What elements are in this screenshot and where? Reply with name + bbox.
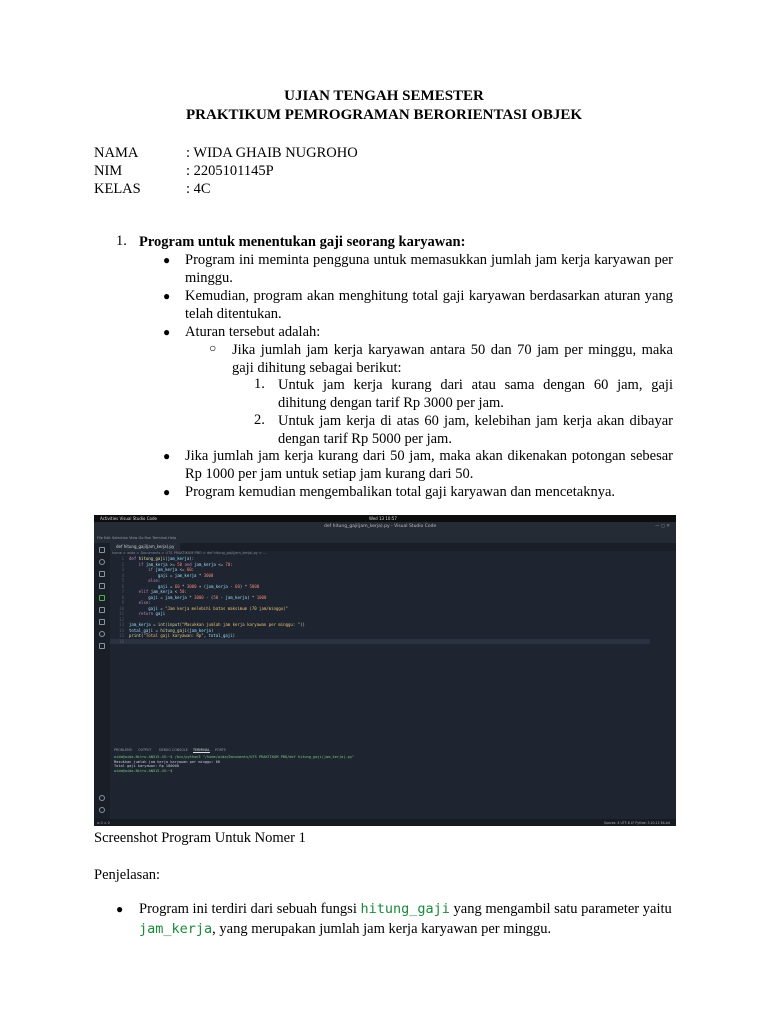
editor-tab[interactable]: def hitung_gaji(jam_kerja).py xyxy=(110,543,180,551)
status-bar xyxy=(94,819,676,826)
explanation-text xyxy=(139,920,679,938)
panel-tab-debug-console[interactable]: DEBUG CONSOLE xyxy=(159,748,188,752)
run-debug-icon xyxy=(99,583,105,589)
terminal-line: Masukkan jumlah jam kerja karyawan per minggu: 60 xyxy=(114,759,221,764)
terminal[interactable] xyxy=(110,755,676,817)
info-value: : WIDA GHAIB NUGROHO xyxy=(186,145,358,161)
title-line-1: UJIAN TENGAH SEMESTER xyxy=(284,88,484,104)
explanation-part: yang mengambil satu parameter yaitu xyxy=(449,901,672,917)
status-problems-icon: ⊗ 0 ⚠ 0 xyxy=(97,820,110,825)
explanation-text xyxy=(139,900,679,918)
info-value: : 2205101145P xyxy=(186,163,274,179)
bullet-text: Kemudian, program akan menghitung total gaji karyawan berdasarkan aturan yang telah ditentukan. xyxy=(185,288,673,322)
section-number: 1. xyxy=(116,233,127,249)
rule-text: Untuk jam kerja kurang dari atau sama dengan 60 jam, gaji dihitung dengan tarif Rp 3000 per jam. xyxy=(278,377,673,411)
penjelasan-heading: Penjelasan: xyxy=(94,867,161,883)
bullet-icon: ● xyxy=(163,325,171,339)
figure-caption: Screenshot Program Untuk Nomer 1 xyxy=(94,830,306,846)
window-title: def hitung_gaji(jam_kerja).py - Visual Studio Code xyxy=(324,524,437,529)
remote-icon xyxy=(99,631,105,637)
docker-icon xyxy=(99,619,105,625)
menu-bar: File Edit Selection View Go Run Terminal Help xyxy=(97,536,177,540)
section-heading: Program untuk menentukan gaji seorang karyawan: xyxy=(139,234,466,250)
bullet-icon: ● xyxy=(163,289,171,303)
sub-bullet-text: Jika jumlah jam kerja karyawan antara 50 dan 70 jam per minggu, maka gaji dihitung sebagai berikut: xyxy=(232,342,673,376)
bullet-text: Program kemudian mengembalikan total gaji karyawan dan mencetaknya. xyxy=(185,484,616,500)
title-line-2: PRAKTIKUM PEMROGRAMAN BERORIENTASI OBJEK xyxy=(186,107,582,123)
activities-label: Activities Visual Studio Code xyxy=(100,516,157,521)
breadcrumb: home > wida > Documents > UTS PRAKTIKUM PBO > def hitung_gaji(jam_kerja).py > ... xyxy=(112,551,267,555)
panel-tabs xyxy=(110,746,676,754)
testing-icon xyxy=(99,607,105,613)
window-title-bar xyxy=(94,522,676,543)
rule-text: Untuk jam kerja di atas 60 jam, kelebihan jam kerja akan dibayar dengan tarif Rp 5000 per jam. xyxy=(278,413,673,447)
bullet-icon: ● xyxy=(163,449,171,463)
os-top-bar xyxy=(94,515,676,522)
rule-number: 2. xyxy=(254,412,265,428)
function-name: hitung_gaji xyxy=(360,901,450,917)
panel-tab-ports[interactable]: PORTS xyxy=(215,748,226,752)
activity-bar xyxy=(94,543,110,826)
bullet-icon: ● xyxy=(163,485,171,499)
window-controls-icon: — ◻ ✕ xyxy=(655,524,670,529)
bullet-text: Jika jumlah jam kerja kurang dari 50 jam, maka akan dikenakan potongan sebesar Rp 1000 per jam untuk setiap jam kurang dari 50. xyxy=(185,448,673,482)
terminal-line: Total gaji karyawan: Rp 180000 xyxy=(114,764,179,769)
explanation-part: Program ini terdiri dari sebuah fungsi xyxy=(139,901,361,917)
explanation-part: , yang merupakan jumlah jam kerja karyawan per minggu. xyxy=(212,921,552,937)
rule-number: 1. xyxy=(254,376,265,392)
info-label: NAMA xyxy=(94,145,139,161)
editor-tabs xyxy=(110,543,676,551)
bullet-text: Aturan tersebut adalah: xyxy=(185,324,321,340)
code-editor: 1 def hitung_gaji(jam_kerja): 2 if jam_kerja >= 50 and jam_kerja <= 70: 3 if jam_kerja <= 60: 4 gaji = jam_kerja * 3000 5 else: 6 gaji = 60 * 3000 + (jam_kerja - 60) * 5000 7 elif jam_kerja < 50: 8 gaji = jam_kerja * 3000 - (50 - jam_kerja) * 1000 9 else: 10 gaji = "Jam kerja melebihi batas maksimum (70 jam/minggu)" 11 return gaji 12 13 jam_kerja = int(input("Masukkan jumlah jam kerja karyawan per minggu: ")) 14 total_gaji = hitung_gaji(jam_kerja) 15 print("Total gaji karyawan: Rp", total_gaji) 16 xyxy=(110,556,676,753)
vscode-screenshot xyxy=(94,515,676,826)
search-icon xyxy=(99,559,105,565)
bullet-text: Program ini meminta pengguna untuk memasukkan jumlah jam kerja karyawan per minggu. xyxy=(185,252,673,286)
parameter-name: jam_kerja xyxy=(139,921,213,937)
terminal-line: wida@wida-Nitro-AN515-45:~$ xyxy=(114,768,175,773)
info-label: NIM xyxy=(94,163,123,179)
gear-icon xyxy=(99,807,105,813)
status-right: Spaces: 4 UTF-8 LF Python 3.10.12 64-bit xyxy=(603,820,670,825)
panel-tab-problems[interactable]: PROBLEMS xyxy=(114,748,132,752)
bullet-icon: ● xyxy=(163,253,171,267)
info-value: : 4C xyxy=(186,181,211,197)
panel-tab-output[interactable]: OUTPUT xyxy=(138,748,152,752)
extensions-icon xyxy=(99,595,105,601)
panel-tab-terminal[interactable]: TERMINAL xyxy=(193,748,210,752)
explorer-icon xyxy=(99,547,105,553)
circle-bullet-icon: ○ xyxy=(209,341,217,355)
clock: Wed 13 10:57 xyxy=(369,516,397,521)
info-label: KELAS xyxy=(94,181,141,197)
bullet-icon: ● xyxy=(116,902,124,916)
git-icon xyxy=(99,643,105,649)
terminal-line: wida@wida-Nitro-AN515-45:~$ /bin/python3 "/home/wida/Documents/UTS PRAKTIKUM PBO/def hitung_gaji(jam_kerja).py" xyxy=(114,755,355,759)
source-control-icon xyxy=(99,571,105,577)
account-icon xyxy=(99,795,105,801)
